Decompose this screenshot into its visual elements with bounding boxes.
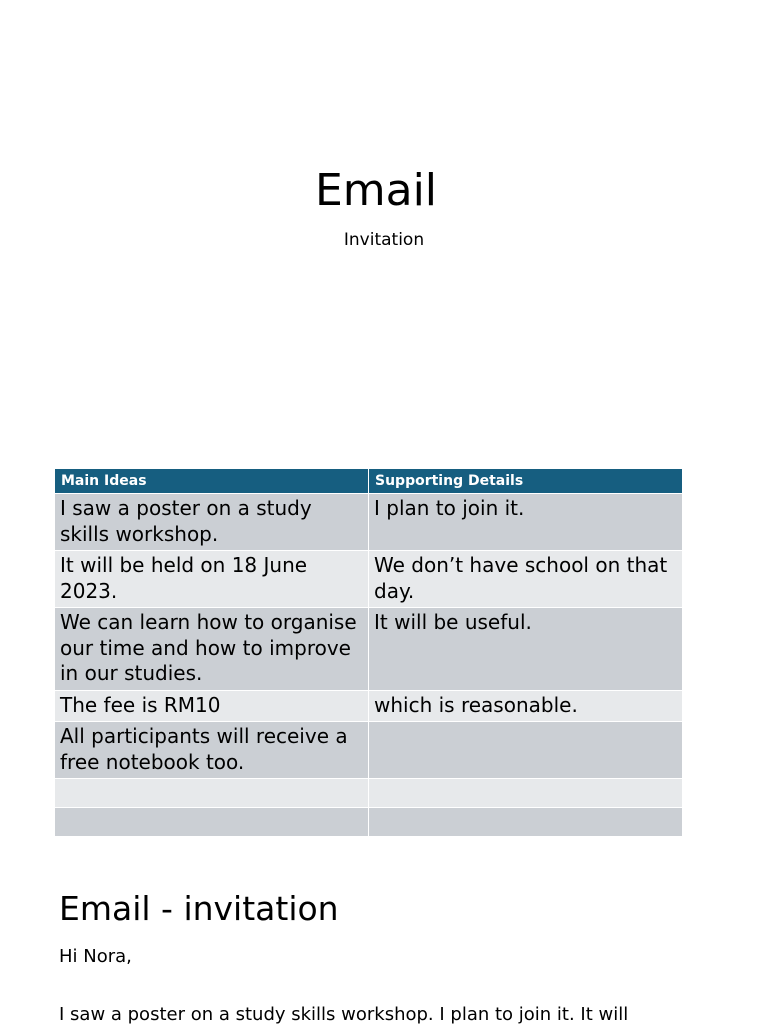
table-cell-supporting-detail bbox=[369, 779, 683, 808]
email-section-heading: Email - invitation bbox=[59, 889, 339, 928]
table-cell-supporting-detail: It will be useful. bbox=[369, 608, 683, 691]
table-cell-main-idea: We can learn how to organise our time and how to improve in our studies. bbox=[55, 608, 369, 691]
table-row bbox=[55, 722, 683, 779]
table-cell-supporting-detail: which is reasonable. bbox=[369, 690, 683, 722]
email-greeting: Hi Nora, bbox=[59, 946, 132, 967]
table-cell-main-idea: All participants will receive a free notebook too. bbox=[55, 722, 369, 779]
column-header-main-ideas: Main Ideas bbox=[55, 469, 369, 494]
table-row bbox=[55, 551, 683, 608]
table-cell-main-idea: It will be held on 18 June 2023. bbox=[55, 551, 369, 608]
table-cell-main-idea bbox=[55, 808, 369, 837]
table-cell-main-idea: I saw a poster on a study skills workshop. bbox=[55, 494, 369, 551]
page-title: Email bbox=[314, 165, 438, 216]
table-cell-supporting-detail bbox=[369, 808, 683, 837]
column-header-supporting-details: Supporting Details bbox=[369, 469, 683, 494]
table-row bbox=[55, 608, 683, 691]
table-header-row bbox=[55, 469, 683, 494]
table-row bbox=[55, 808, 683, 837]
page-subtitle: Invitation bbox=[343, 230, 425, 250]
table-row bbox=[55, 779, 683, 808]
email-body-text: I saw a poster on a study skills workshop. I plan to join it. It will bbox=[59, 1004, 629, 1024]
table-row bbox=[55, 494, 683, 551]
table-cell-supporting-detail bbox=[369, 722, 683, 779]
table-cell-main-idea bbox=[55, 779, 369, 808]
table-row bbox=[55, 690, 683, 722]
table-cell-supporting-detail: We don’t have school on that day. bbox=[369, 551, 683, 608]
table-cell-main-idea: The fee is RM10 bbox=[55, 690, 369, 722]
table-cell-supporting-detail: I plan to join it. bbox=[369, 494, 683, 551]
main-ideas-table bbox=[54, 468, 683, 837]
